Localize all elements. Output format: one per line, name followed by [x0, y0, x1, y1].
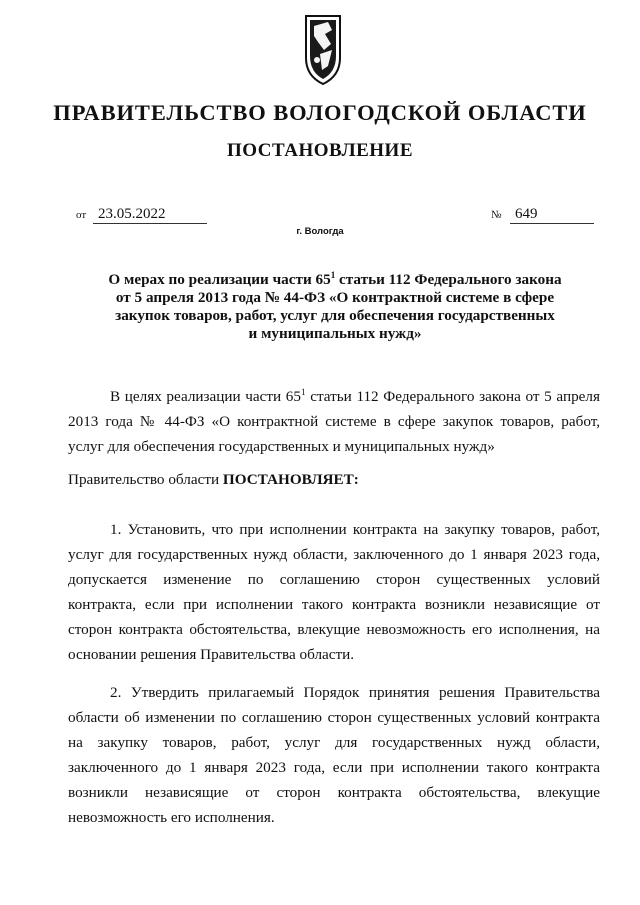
- city-name: г. Вологда: [296, 226, 344, 237]
- text-line: услуг для обеспечения государственных и муниципальных нужд»: [68, 438, 495, 455]
- text-line: 2013 года № 44-ФЗ «О контрактной системе в сфере закупок товаров, работ,: [68, 413, 600, 430]
- document-date: 23.05.2022: [93, 205, 207, 224]
- text-line: возникли независящие от сторон контракта обстоятельства, влекущие: [68, 784, 600, 801]
- text-line: услуг для государственных нужд области, заключенного до 1 января 2023 года,: [68, 546, 600, 563]
- government-title: ПРАВИТЕЛЬСТВО ВОЛОГОДСКОЙ ОБЛАСТИ: [53, 100, 587, 125]
- subject-line: от 5 апреля 2013 года № 44-ФЗ «О контрактной системе в сфере: [115, 289, 555, 306]
- preamble-paragraph: [68, 384, 600, 459]
- text-line: невозможность его исполнения.: [68, 809, 275, 826]
- document-requisites: [76, 205, 596, 227]
- number-label: №: [491, 209, 502, 221]
- text-line: заключенного до 1 января 2023 года, если при исполнении такого контракта: [68, 759, 600, 776]
- date-label: от: [76, 209, 87, 221]
- text-line: контракта, если при исполнении такого контракта возникли независящие от: [68, 596, 600, 613]
- decree-keyword: ПОСТАНОВЛЯЕТ:: [222, 471, 359, 488]
- text-line: В целях реализации части $65^1$ статьи 112 Федерального закона от 5 апреля: [110, 386, 600, 405]
- document-type: ПОСТАНОВЛЕНИЕ: [226, 140, 414, 161]
- text-line: 2. Утвердить прилагаемый Порядок принятия решения Правительства: [110, 684, 600, 701]
- subject-line: О мерах по реализации части $65^1$ статьи 112 Федерального закона: [108, 269, 562, 288]
- document-subject: [80, 271, 590, 343]
- subject-line: закупок товаров, работ, услуг для обеспечения государственных: [115, 307, 555, 324]
- subject-line: и муниципальных нужд»: [248, 325, 422, 342]
- document-number: 649: [510, 205, 594, 224]
- paragraph-item-2: [68, 680, 600, 830]
- text-line: сторон контракта обстоятельства, влекущие невозможность его исполнения, на: [68, 621, 600, 638]
- paragraph-item-1: [68, 517, 600, 667]
- text-line: основании решения Правительства области.: [68, 646, 355, 663]
- text-line: области об изменении по соглашению сторон существенных условий контракта: [68, 709, 600, 726]
- text-line: 1. Установить, что при исполнении контракта на закупку товаров, работ,: [110, 521, 600, 538]
- text-line: на закупку товаров, работ, услуг для государственных нужд области,: [68, 734, 600, 751]
- decree-statement: Правительство области ПОСТАНОВЛЯЕТ:: [68, 471, 359, 488]
- text-line: допускается изменение по соглашению сторон существенных условий: [68, 571, 600, 588]
- vologda-coat-of-arms-icon: [298, 10, 348, 90]
